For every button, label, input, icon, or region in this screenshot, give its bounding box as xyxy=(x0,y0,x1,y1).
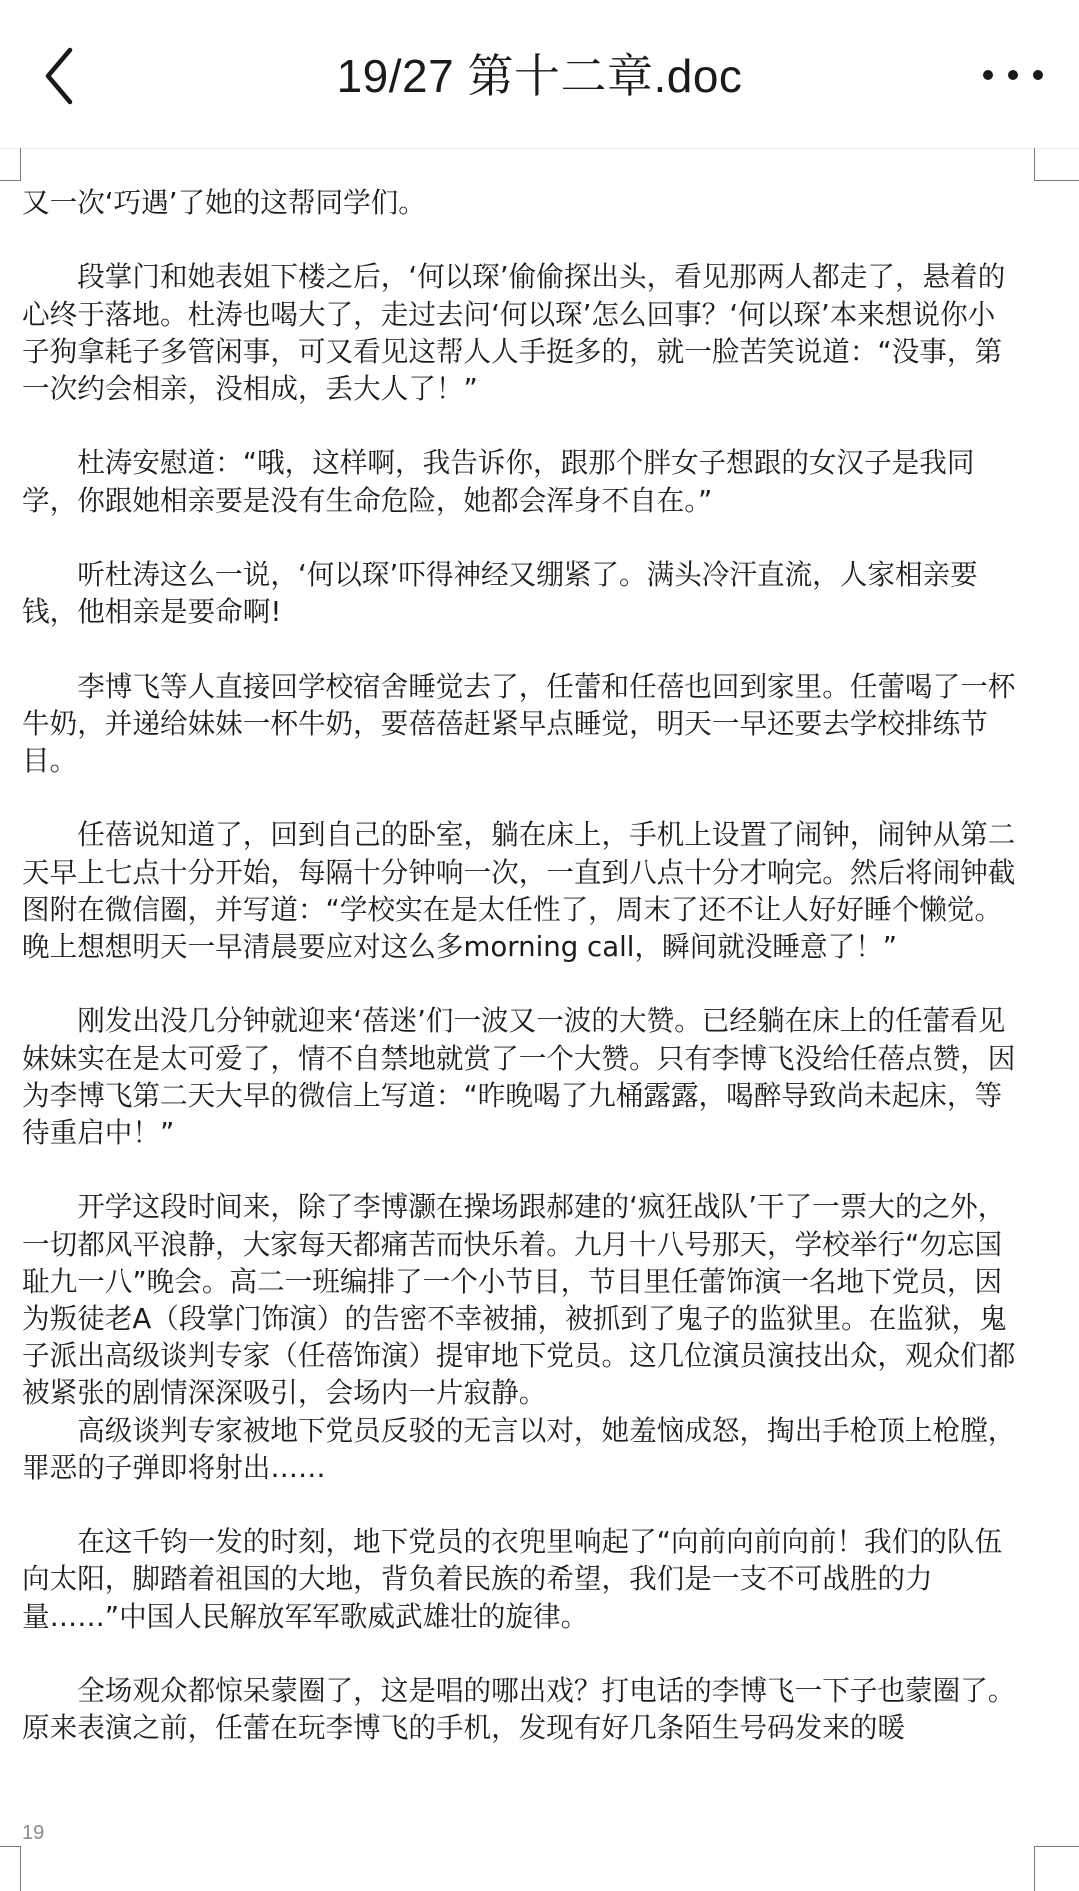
paragraph-spacer xyxy=(22,965,1018,1002)
top-app-bar xyxy=(0,0,1079,149)
paragraph-spacer xyxy=(22,407,1018,444)
paragraph: 开学这段时间来，除了李博灏在操场跟郝建的‘疯狂战队’干了一票大的之外，一切都风平浪静，大家每天都痛苦而快乐着。九月十八号那天，学校举行“勿忘国耻九一八”晚会。高二一班编排了一个小节目，节目里任蕾饰演一名地下党员，因为叛徒老A（段掌门饰演）的告密不幸被捕，被抓到了鬼子的监狱里。在监狱，鬼子派出高级谈判专家（任蓓饰演）提审地下党员。这几位演员演技出众，观众们都被紧张的剧情深深吸引，会场内一片寂静。 xyxy=(22,1190,1016,1410)
more-options-button[interactable] xyxy=(977,50,1049,100)
paragraph: 段掌门和她表姐下楼之后，‘何以琛’偷偷探出头，看见那两人都走了，悬着的心终于落地。杜涛也喝大了，走过去问‘何以琛’怎么回事？‘何以琛’本来想说你小子狗拿耗子多管闲事，可又看见这帮人人手挺多的，就一脸苦笑说道：“没事，第一次约会相亲，没相成，丢大人了！” xyxy=(22,260,1006,405)
page-corner-mark-bottom-right xyxy=(1034,1846,1079,1891)
paragraph-spacer xyxy=(22,1635,1018,1672)
document-title: 19/27 第十二章.doc xyxy=(336,50,743,102)
paragraph-spacer xyxy=(22,779,1018,816)
more-horizontal-icon xyxy=(977,50,1049,100)
paragraph-spacer xyxy=(22,1486,1018,1523)
document-body xyxy=(22,184,1018,1746)
paragraph: 在这千钧一发的时刻，地下党员的衣兜里响起了“向前向前向前！我们的队伍向太阳，脚踏着祖国的大地，背负着民族的希望，我们是一支不可战胜的力量……”中国人民解放军军歌威武雄壮的旋律。 xyxy=(22,1525,1003,1633)
paragraph: 听杜涛这么一说，‘何以琛’吓得神经又绷紧了。满头冷汗直流，人家相亲要钱，他相亲是要命啊! xyxy=(22,557,978,629)
back-button[interactable] xyxy=(40,42,96,110)
paragraph-spacer xyxy=(22,519,1018,556)
page-corner-mark-top-left xyxy=(0,148,21,181)
page-corner-mark-top-right xyxy=(1034,148,1079,181)
paragraph: 高级谈判专家被地下党员反驳的无言以对，她羞恼成怒，掏出手枪顶上枪膛，罪恶的子弹即将射出…… xyxy=(22,1413,1016,1484)
page-corner-mark-bottom-left xyxy=(0,1846,21,1891)
paragraph: 李博飞等人直接回学校宿舍睡觉去了，任蕾和任蓓也回到家里。任蕾喝了一杯牛奶，并递给妹妹一杯牛奶，要蓓蓓赶紧早点睡觉，明天一早还要去学校排练节目。 xyxy=(22,669,1016,777)
paragraph: 刚发出没几分钟就迎来‘蓓迷’们一波又一波的大赞。已经躺在床上的任蕾看见妹妹实在是太可爱了，情不自禁地就赏了一个大赞。只有李博飞没给任蓓点赞，因为李博飞第二天大早的微信上写道：“昨晚喝了九桶露露，喝醉导致尚未起床，等待重启中！” xyxy=(22,1004,1016,1149)
paragraph-spacer xyxy=(22,221,1018,258)
paragraph-spacer xyxy=(22,1151,1018,1188)
paragraph: 全场观众都惊呆蒙圈了，这是唱的哪出戏？打电话的李博飞一下子也蒙圈了。原来表演之前，任蕾在玩李博飞的手机，发现有好几条陌生号码发来的暖 xyxy=(22,1673,1016,1745)
paragraph: 又一次‘巧遇’了她的这帮同学们。 xyxy=(22,186,426,219)
paragraph-spacer xyxy=(22,630,1018,667)
paragraph: 任蓓说知道了，回到自己的卧室，躺在床上，手机上设置了闹钟，闹钟从第二天早上七点十分开始，每隔十分钟响一次，一直到八点十分才响完。然后将闹钟截图附在微信圈，并写道：“学校实在是太任性了，周末了还不让人好好睡个懒觉。晚上想想明天一早清晨要应对这么多morning call，瞬间就没睡意了！” xyxy=(22,818,1016,963)
page-number: 19 xyxy=(22,1822,45,1844)
chevron-left-icon xyxy=(40,42,96,110)
paragraph: 杜涛安慰道：“哦，这样啊，我告诉你，跟那个胖女子想跟的女汉子是我同学，你跟她相亲要是没有生命危险，她都会浑身不自在。” xyxy=(22,446,975,517)
